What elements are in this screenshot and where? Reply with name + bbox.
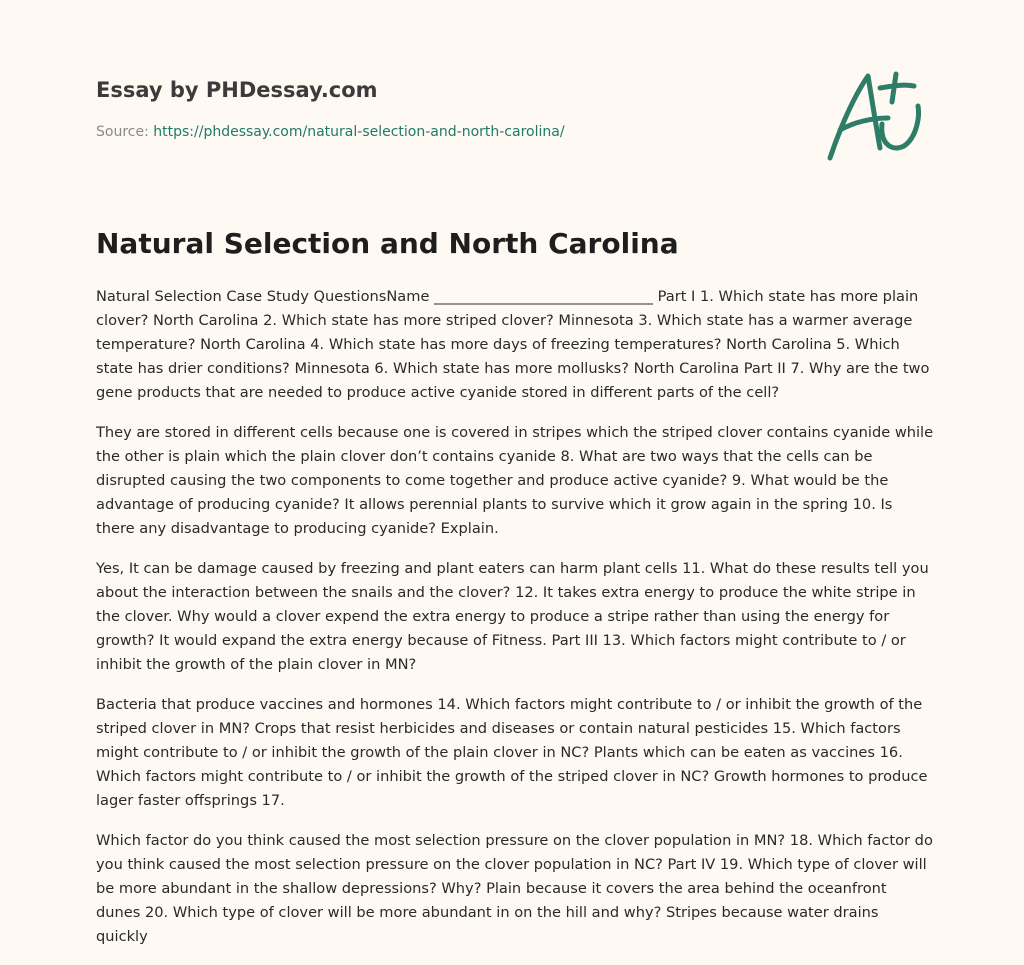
a-plus-grade-icon <box>822 66 928 166</box>
page-title: Natural Selection and North Carolina <box>96 227 679 260</box>
essay-paragraph: Yes, It can be damage caused by freezing and plant eaters can harm plant cells 11. What do these results tell you about the interaction between the snails and the clover? 12. It takes extra energy to produce the white stripe in the clover. Why would a clover expend the extra energy to produce a stripe rather than using the energy for growth? It would expand the extra energy because of Fitness. Part III 13. Which factors might contribute to / or inhibit the growth of the plain clover in MN? <box>96 560 929 673</box>
source-label: Source: <box>96 124 149 140</box>
brand-title: Essay by PHDessay.com <box>96 78 378 102</box>
site-header <box>96 76 796 140</box>
source-link[interactable]: https://phdessay.com/natural-selection-and-north-carolina/ <box>153 124 565 140</box>
essay-paragraph: They are stored in different cells because one is covered in stripes which the striped clover contains cyanide while the other is plain which the plain clover don’t contains cyanide 8. What are two ways that the cells can be disrupted causing the two components to come together and produce active cyanide? 9. What would be the advantage of producing cyanide? It allows perennial plants to survive which it grow again in the spring 10. Is there any disadvantage to producing cyanide? Explain. <box>96 424 934 537</box>
essay-paragraph: Natural Selection Case Study QuestionsName ______________________________ Part I 1. Which state has more plain clover? North Carolina 2. Which state has more striped clover? Minnesota 3. Which state has a warmer average temperature? North Carolina 4. Which state has more days of freezing temperatures? North Carolina 5. Which state has drier conditions? Minnesota 6. Which state has more mollusks? North Carolina Part II 7. Why are the two gene products that are needed to produce active cyanide stored in different parts of the cell? <box>96 288 930 401</box>
essay-paragraph: Bacteria that produce vaccines and hormones 14. Which factors might contribute to / or inhibit the growth of the striped clover in MN? Crops that resist herbicides and diseases or contain natural pesticides 15. Which factors might contribute to / or inhibit the growth of the plain clover in NC? Plants which can be eaten as vaccines 16. Which factors might contribute to / or inhibit the growth of the striped clover in NC? Growth hormones to produce lager faster offsprings 17. <box>96 696 928 809</box>
essay-paragraph: Which factor do you think caused the most selection pressure on the clover population in MN? 18. Which factor do you think caused the most selection pressure on the clover population in NC? Part IV 19. Which type of clover will be more abundant in the shallow depressions? Why? Plain because it covers the area behind the oceanfront dunes 20. Which type of clover will be more abundant in on the hill and why? Stripes because water drains quickly <box>96 832 933 945</box>
essay-body <box>96 285 934 965</box>
plus-horizontal-stroke <box>880 85 914 88</box>
source-line <box>96 124 565 140</box>
check-stroke <box>882 106 919 148</box>
